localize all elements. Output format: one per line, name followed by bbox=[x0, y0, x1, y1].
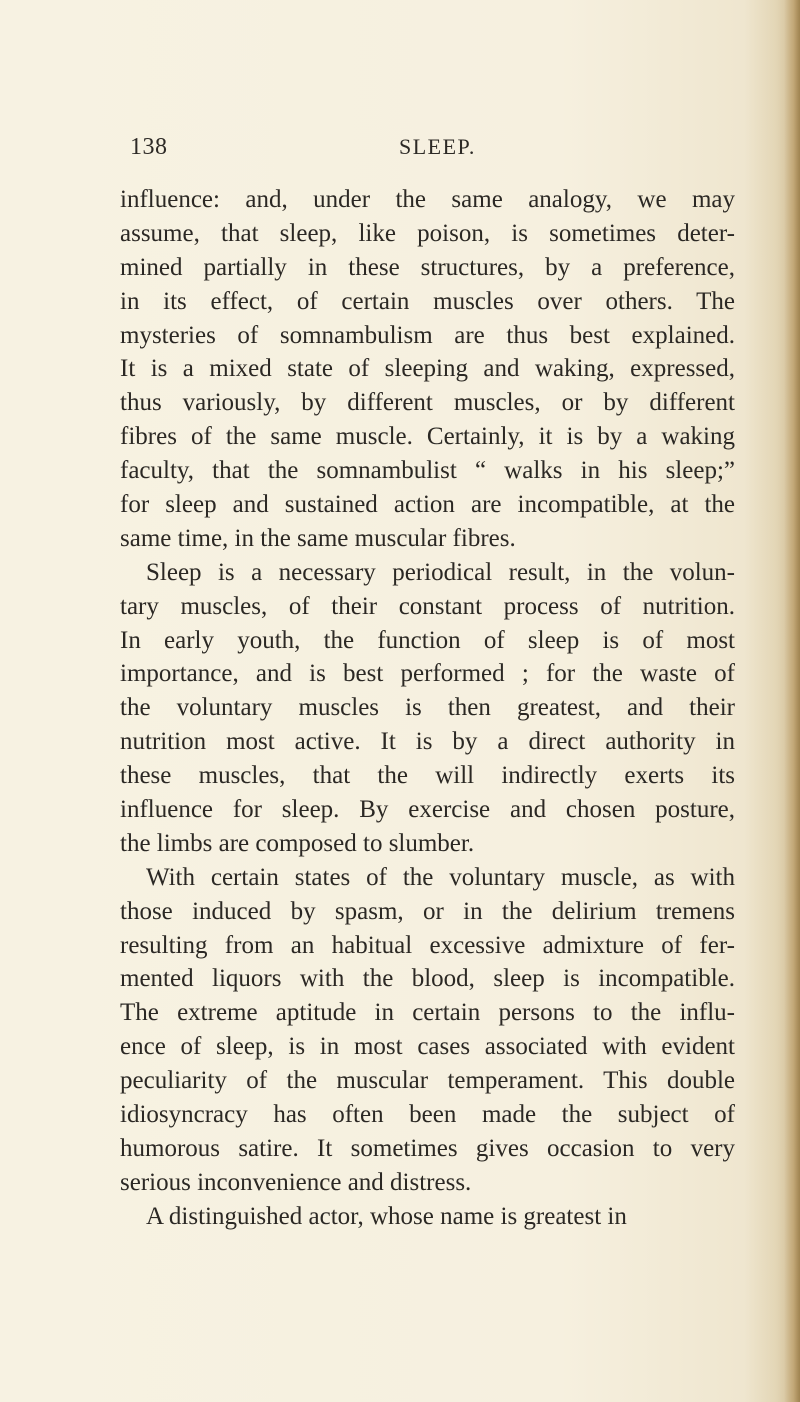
text-line: It is a mixed state of sleeping and waking, expressed, bbox=[120, 355, 735, 383]
text-line: faculty, that the somnambulist “ walks in his sleep;” bbox=[120, 457, 735, 485]
text-line: these muscles, that the will indirectly exerts its bbox=[120, 762, 735, 790]
text-line: thus variously, by different muscles, or by different bbox=[120, 389, 735, 417]
text-line: the voluntary muscles is then greatest, and their bbox=[120, 694, 735, 722]
text-line: fibres of the same muscle. Certainly, it is by a waking bbox=[120, 423, 735, 451]
text-line: Sleep is a necessary periodical result, in the volun- bbox=[146, 558, 735, 586]
text-line: peculiarity of the muscular temperament. This double bbox=[120, 1067, 735, 1095]
text-line: mented liquors with the blood, sleep is incompatible. bbox=[120, 965, 735, 993]
page-number: 138 bbox=[130, 134, 168, 160]
page-edge-shadow bbox=[784, 0, 800, 1402]
text-line: serious inconvenience and distress. bbox=[120, 1168, 472, 1196]
page-header bbox=[130, 134, 690, 170]
text-line: With certain states of the voluntary muscle, as with bbox=[146, 863, 735, 891]
text-line: in its effect, of certain muscles over others. The bbox=[120, 287, 735, 315]
text-line: influence for sleep. By exercise and chosen posture, bbox=[120, 796, 735, 824]
text-line: ence of sleep, is in most cases associated with evident bbox=[120, 1033, 735, 1061]
text-line: tary muscles, of their constant process of nutrition. bbox=[120, 592, 735, 620]
text-line: same time, in the same muscular fibres. bbox=[120, 524, 516, 552]
text-line: importance, and is best performed ; for the waste of bbox=[120, 660, 735, 688]
text-line: The extreme aptitude in certain persons to the influ- bbox=[120, 999, 735, 1027]
text-line: influence: and, under the same analogy, we may bbox=[120, 186, 735, 213]
text-line: nutrition most active. It is by a direct authority in bbox=[120, 728, 735, 756]
text-line: resulting from an habitual excessive admixture of fer- bbox=[120, 931, 735, 959]
text-line: the limbs are composed to slumber. bbox=[120, 829, 475, 857]
text-line: A distinguished actor, whose name is greatest in bbox=[146, 1202, 627, 1230]
body-text bbox=[120, 183, 735, 1234]
text-line: idiosyncracy has often been made the subject of bbox=[120, 1101, 735, 1129]
text-line: mined partially in these structures, by a preference, bbox=[120, 253, 735, 281]
text-line: In early youth, the function of sleep is of most bbox=[120, 626, 735, 654]
text-line: those induced by spasm, or in the delirium tremens bbox=[120, 897, 735, 925]
text-line: assume, that sleep, like poison, is sometimes deter- bbox=[120, 219, 735, 247]
text-line: humorous satire. It sometimes gives occasion to very bbox=[120, 1134, 735, 1162]
running-head: SLEEP. bbox=[399, 134, 476, 159]
text-line: for sleep and sustained action are incompatible, at the bbox=[120, 491, 735, 519]
text-line: mysteries of somnambulism are thus best explained. bbox=[120, 321, 735, 349]
